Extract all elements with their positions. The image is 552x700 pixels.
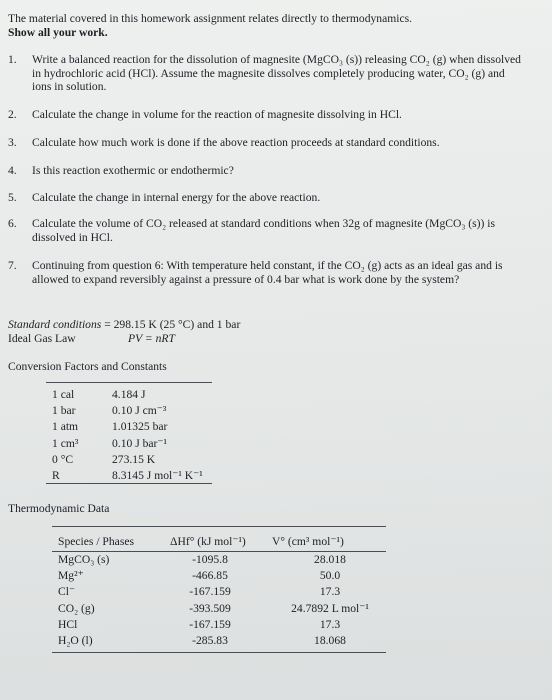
- thermo-volume: 17.3: [319, 617, 341, 631]
- question-text: dissolved in HCl.: [32, 230, 113, 244]
- intro-line: The material covered in this homework assignment relates directly to thermodynamics.: [8, 12, 413, 25]
- conversion-value: 8.3145 J mol⁻¹ K⁻¹: [112, 469, 203, 482]
- question-6: [8, 217, 538, 245]
- question-number: 6.: [8, 217, 17, 230]
- thermo-species: Mg²⁺: [58, 569, 84, 583]
- thermo-header-species: Species / Phases: [58, 535, 134, 548]
- thermo-enthalpy: -393.509: [189, 601, 231, 615]
- question-number: 5.: [8, 191, 17, 204]
- intro-instruction: Show all your work.: [8, 26, 108, 39]
- thermo-species: Cl⁻: [58, 585, 76, 599]
- standard-conditions-value: = 298.15 K (25 °C) and 1 bar: [104, 318, 241, 331]
- conversion-title: Conversion Factors and Constants: [8, 360, 167, 373]
- thermo-enthalpy: -1095.8: [192, 553, 228, 566]
- question-number: 3.: [8, 136, 17, 149]
- standard-conditions-label: Standard conditions: [8, 318, 102, 331]
- thermo-volume: 17.3: [319, 585, 341, 599]
- thermo-enthalpy: -466.85: [192, 569, 228, 583]
- conversion-bottom-rule: [46, 483, 212, 484]
- question-text: ions in solution.: [32, 80, 107, 93]
- question-2: [8, 108, 538, 122]
- question-7: [8, 259, 538, 287]
- conversion-unit: 0 °C: [52, 452, 74, 466]
- thermo-enthalpy: -167.159: [189, 617, 231, 631]
- thermo-species: CO₂ (g): [58, 601, 95, 615]
- thermo-header-rule: [52, 551, 386, 552]
- thermo-volume: 24.7892 L mol⁻¹: [291, 601, 369, 615]
- conversion-unit: 1 atm: [52, 420, 79, 434]
- thermo-volume: 28.018: [314, 553, 346, 566]
- conversion-value: 1.01325 bar: [112, 420, 168, 434]
- thermo-bottom-rule: [52, 652, 386, 653]
- conversion-unit: 1 cm³: [52, 436, 79, 450]
- question-text: Calculate the change in volume for the reaction of magnesite dissolving in HCl.: [32, 108, 402, 121]
- question-text: Calculate the volume of CO₂ released at standard conditions when 32g of magnesite (MgCO₃ (s)) is: [32, 217, 496, 230]
- question-5: [8, 191, 538, 205]
- ideal-gas-law-value: PV = nRT: [128, 332, 175, 345]
- question-text: allowed to expand reversibly against a pressure of 0.4 bar what is work done by the system?: [32, 272, 460, 286]
- question-text: in hydrochloric acid (HCl). Assume the magnesite dissolves completely producing water, CO₂ (g) and: [32, 66, 505, 80]
- question-number: 2.: [8, 108, 17, 121]
- question-number: 1.: [8, 53, 17, 66]
- thermo-header-volume: V° (cm³ mol⁻¹): [272, 535, 344, 548]
- conversion-unit: 1 cal: [52, 388, 75, 401]
- thermo-enthalpy: -285.83: [192, 634, 228, 647]
- question-3: [8, 136, 538, 150]
- thermo-enthalpy: -167.159: [189, 585, 231, 599]
- thermo-volume: 50.0: [319, 569, 341, 583]
- question-text: Is this reaction exothermic or endothermic?: [32, 164, 234, 177]
- conversion-value: 0.10 J cm⁻³: [112, 404, 167, 418]
- thermo-volume: 18.068: [314, 634, 346, 647]
- conversion-value: 0.10 J bar⁻¹: [112, 436, 167, 450]
- standard-conditions: [8, 318, 240, 332]
- conversion-unit: 1 bar: [52, 404, 76, 418]
- question-text: Write a balanced reaction for the dissolution of magnesite (MgCO₃ (s)) releasing CO₂ (g) when dissolved: [32, 53, 521, 66]
- thermo-title: Thermodynamic Data: [8, 502, 110, 515]
- thermo-header-enthalpy: ΔHf° (kJ mol⁻¹): [170, 535, 246, 548]
- thermo-species: HCl: [58, 617, 78, 631]
- thermo-top-rule: [52, 526, 386, 527]
- conversion-top-rule: [46, 382, 212, 383]
- question-4: [8, 164, 538, 178]
- question-text: Continuing from question 6: With temperature held constant, if the CO₂ (g) acts as an ideal gas and is: [32, 259, 503, 272]
- question-text: Calculate the change in internal energy for the above reaction.: [32, 191, 321, 204]
- thermo-species: MgCO₃ (s): [58, 553, 110, 566]
- question-number: 7.: [8, 259, 17, 272]
- question-text: Calculate how much work is done if the above reaction proceeds at standard conditions.: [32, 136, 440, 149]
- conversion-value: 4.184 J: [112, 388, 146, 401]
- question-1: [8, 53, 538, 95]
- conversion-unit: R: [52, 469, 60, 482]
- ideal-gas-law-label: Ideal Gas Law: [8, 332, 76, 345]
- question-number: 4.: [8, 164, 17, 177]
- conversion-value: 273.15 K: [112, 452, 156, 466]
- thermo-species: H₂O (l): [58, 634, 93, 647]
